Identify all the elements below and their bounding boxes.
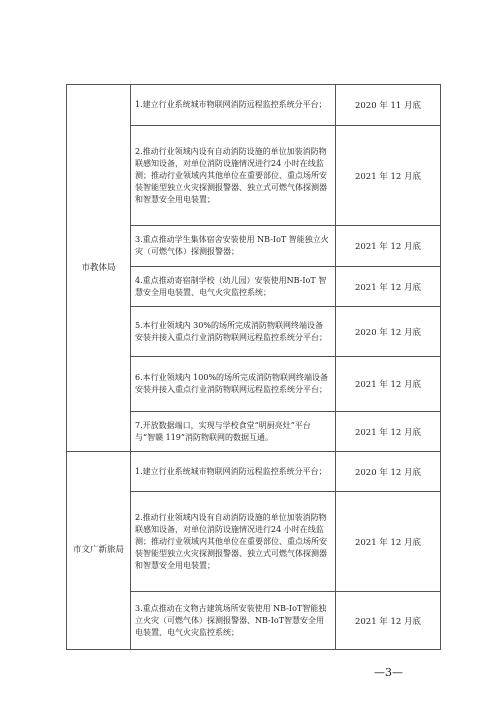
table-row bbox=[67, 452, 441, 492]
deadline-cell: 2021 年 12 月底 bbox=[336, 412, 441, 452]
deadline-cell: 2021 年 12 月底 bbox=[336, 126, 441, 226]
deadline-cell: 2021 年 12 月底 bbox=[336, 267, 441, 307]
deadline-cell: 2020 年 12 月底 bbox=[336, 452, 441, 492]
deadline-cell: 2021 年 12 月底 bbox=[336, 492, 441, 592]
task-cell: 5.本行业领域内 30%的场所完成消防物联网终端设备安装并接入重点行业消防物联网远程监控系统分平台； bbox=[131, 307, 336, 357]
deadline-cell: 2020 年 12 月底 bbox=[336, 307, 441, 357]
task-cell: 3.重点推动在文物古建筑场所安装使用 NB-IoT智能独立火灾（可燃气体）探测报警器、NB-IoT智慧安全用电装置、电气火灾监控系统； bbox=[131, 592, 336, 650]
task-cell: 6.本行业领域内 100%的场所完成消防物联网终端设备安装并接入重点行业消防物联网远程监控系统分平台； bbox=[131, 357, 336, 412]
page-number: —3— bbox=[374, 666, 403, 679]
deadline-cell: 2021 年 12 月底 bbox=[336, 357, 441, 412]
task-cell: 1.建立行业系统城市物联网消防远程监控系统分平台； bbox=[131, 85, 336, 126]
task-cell: 2.推动行业领域内设有自动消防设施的单位加装消防物联感知设备，对单位消防设施情况进行24 小时在线监测；推动行业领域内其他单位在重要部位、重点场所安装智能型独立火灾探测报警器、独立式可燃气体探测器和智慧安全用电装置； bbox=[131, 126, 336, 226]
task-table bbox=[66, 84, 441, 650]
table-row bbox=[67, 85, 441, 126]
department-cell: 市文广新旅局 bbox=[67, 452, 131, 650]
deadline-cell: 2021 年 12 月底 bbox=[336, 226, 441, 267]
task-cell: 4.重点推动寄宿制学校（幼儿园）安装使用NB-IoT 智慧安全用电装置、电气火灾监控系统； bbox=[131, 267, 336, 307]
deadline-cell: 2020 年 11 月底 bbox=[336, 85, 441, 126]
task-cell: 1.建立行业系统城市物联网消防远程监控系统分平台； bbox=[131, 452, 336, 492]
task-cell: 7.开放数据端口，实现与学校食堂“明厨亮灶”平台与“智赣 119”消防物联网的数据互通。 bbox=[131, 412, 336, 452]
task-cell: 2.推动行业领域内设有自动消防设施的单位加装消防物联感知设备，对单位消防设施情况进行24 小时在线监测；推动行业领域内其他单位在重要部位、重点场所安装智能型独立火灾探测报警器、独立式可燃气体探测器和智慧安全用电装置； bbox=[131, 492, 336, 592]
deadline-cell: 2021 年 12 月底 bbox=[336, 592, 441, 650]
department-cell: 市教体局 bbox=[67, 85, 131, 452]
task-cell: 3.重点推动学生集体宿舍安装使用 NB-IoT 智能独立火灾（可燃气体）探测报警器； bbox=[131, 226, 336, 267]
